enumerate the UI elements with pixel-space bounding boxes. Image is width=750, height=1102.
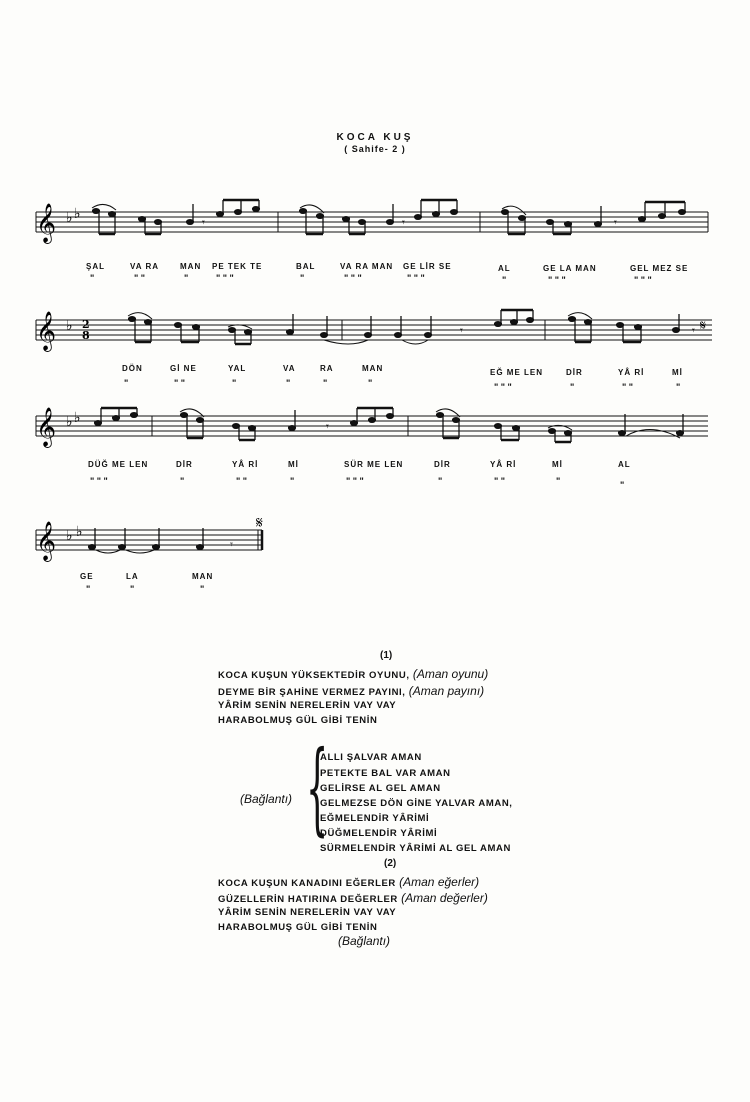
svg-text:𝄞: 𝄞 [36, 311, 57, 351]
lyric-syllable: MAN [192, 572, 214, 581]
svg-text:𝄾: 𝄾 [692, 324, 695, 337]
music-staff-2 [0, 304, 750, 364]
svg-text:𝄞: 𝄞 [36, 521, 57, 561]
ditto-mark: " " " [548, 275, 566, 285]
verse-line: KOCA KUŞUN KANADINI EĞERLER (Aman eğerler) [218, 875, 480, 889]
refrain-line: ALLI ŞALVAR AMAN [320, 752, 422, 763]
ditto-mark: " [438, 476, 443, 486]
svg-text:♭: ♭ [74, 410, 81, 426]
refrain-line: SÜRMELENDİR YÂRİMİ AL GEL AMAN [320, 843, 511, 854]
ditto-mark: " " [494, 476, 506, 486]
lyric-syllable: VA [283, 364, 296, 373]
ditto-mark: " [124, 378, 129, 388]
verse-line: GÜZELLERİN HATIRINA DEĞERLER (Aman değerler) [218, 891, 488, 905]
svg-text:♭: ♭ [76, 524, 83, 540]
lyric-syllable: EĞ ME LEN [490, 368, 544, 377]
lyric-syllable: DİR [434, 460, 451, 469]
curly-brace-icon: { [306, 729, 329, 846]
ditto-mark: " [676, 382, 681, 392]
segno-icon: 𝄋 [256, 513, 263, 532]
refrain-label: (Bağlantı) [240, 792, 293, 806]
svg-text:♭: ♭ [66, 528, 73, 544]
time-signature: 2 [82, 318, 90, 331]
ditto-mark: " [90, 273, 95, 283]
ditto-mark: " [300, 273, 305, 283]
lyric-syllable: AL [618, 460, 631, 469]
svg-text:♭: ♭ [66, 318, 73, 334]
ditto-mark: " " " [634, 275, 652, 285]
svg-text:𝄞: 𝄞 [36, 407, 57, 447]
ditto-mark: " [620, 480, 625, 490]
verse-line: HARABOLMUŞ GÜL GİBİ TENİN [218, 922, 378, 933]
ditto-mark: " [184, 273, 189, 283]
ditto-mark: " " " [494, 382, 512, 392]
ditto-mark: " " [134, 273, 146, 283]
refrain-line: GELİRSE AL GEL AMAN [320, 783, 441, 794]
page-subtitle: ( Sahife- 2 ) [344, 144, 406, 154]
flat-icon: ♭ [66, 210, 73, 226]
lyric-syllable: AL [498, 264, 511, 273]
ditto-mark: " [286, 378, 291, 388]
ditto-mark: " [130, 584, 135, 594]
lyric-syllable: VA RA MAN [340, 262, 394, 271]
svg-text:8: 8 [82, 329, 90, 342]
lyric-syllable: MAN [362, 364, 384, 373]
ditto-mark: " [323, 378, 328, 388]
ditto-mark: " " " [344, 273, 362, 283]
ditto-mark: " " " [407, 273, 425, 283]
ditto-mark: " [180, 476, 185, 486]
refrain-line: PETEKTE BAL VAR AMAN [320, 768, 451, 779]
ditto-mark: " [570, 382, 575, 392]
ditto-mark: " " " [346, 476, 364, 486]
lyric-syllable: YÂ Rİ [232, 460, 259, 469]
lyric-syllable: ŞAL [86, 262, 105, 271]
svg-text:𝄾: 𝄾 [402, 216, 405, 229]
lyric-syllable: Mİ [288, 460, 299, 469]
verse-line: DEYME BİR ŞAHİNE VERMEZ PAYINI, (Aman payını) [218, 684, 485, 698]
lyric-syllable: GEL MEZ SE [630, 264, 689, 273]
lyric-syllable: YÂ Rİ [618, 368, 645, 377]
verse-number: (2) [384, 858, 397, 869]
lyric-syllable: DİR [566, 368, 583, 377]
lyric-syllable: MAN [180, 262, 202, 271]
ditto-mark: " [290, 476, 295, 486]
lyric-syllable: GE LA MAN [543, 264, 597, 273]
refrain-line: GELMEZSE DÖN GİNE YALVAR AMAN, [320, 798, 513, 809]
ditto-mark: " [556, 476, 561, 486]
ditto-mark: " [368, 378, 373, 388]
lyric-syllable: YAL [228, 364, 247, 373]
ditto-mark: " " [174, 378, 186, 388]
lyric-syllable: Mİ [552, 460, 563, 469]
lyric-syllable: LA [126, 572, 139, 581]
lyric-syllable: VA RA [130, 262, 159, 271]
lyric-syllable: RA [320, 364, 334, 373]
ditto-mark: " " " [216, 273, 234, 283]
lyric-syllable: GE [80, 572, 94, 581]
song-title: KOCA KUŞ [336, 132, 414, 143]
lyric-syllable: YÂ Rİ [490, 460, 517, 469]
verse-number: (1) [380, 650, 393, 661]
lyric-syllable: Gİ NE [170, 364, 197, 373]
svg-text:𝄾: 𝄾 [202, 216, 205, 229]
svg-text:♭: ♭ [74, 206, 81, 222]
refrain-reference: (Bağlantı) [338, 934, 391, 948]
svg-text:𝄾: 𝄾 [326, 420, 329, 433]
svg-text:♭: ♭ [66, 414, 73, 430]
ditto-mark: " [232, 378, 237, 388]
ditto-mark: " [200, 584, 205, 594]
lyric-syllable: DÜĞ ME LEN [88, 460, 149, 469]
verse-line: HARABOLMUŞ GÜL GİBİ TENİN [218, 715, 378, 726]
segno-icon: 𝄋 [700, 318, 707, 334]
treble-clef-icon: 𝄞 [36, 203, 57, 243]
lyric-syllable: BAL [296, 262, 316, 271]
svg-text:𝄾: 𝄾 [460, 324, 463, 337]
music-staff-1 [0, 196, 750, 256]
ditto-mark: " [86, 584, 91, 594]
verse-line: KOCA KUŞUN YÜKSEKTEDİR OYUNU, (Aman oyunu) [218, 667, 489, 681]
music-staff-4 [0, 514, 750, 574]
ditto-mark: " " [236, 476, 248, 486]
ditto-mark: " " " [90, 476, 108, 486]
verse-line: YÂRİM SENİN NERELERİN VAY VAY [218, 700, 397, 711]
refrain-line: EĞMELENDİR YÂRİMİ [320, 813, 430, 824]
lyric-syllable: PE TEK TE [212, 262, 263, 271]
lyric-syllable: GE LİR SE [403, 262, 452, 271]
refrain-line: DÜĞMELENDİR YÂRİMİ [320, 828, 438, 839]
lyric-syllable: Mİ [672, 368, 683, 377]
lyric-syllable: DÖN [122, 364, 143, 373]
svg-text:𝄾: 𝄾 [230, 538, 233, 551]
svg-text:𝄾: 𝄾 [614, 216, 617, 229]
lyric-syllable: SÜR ME LEN [344, 460, 404, 469]
ditto-mark: " " [622, 382, 634, 392]
music-staff-3 [0, 400, 750, 460]
lyric-syllable: DİR [176, 460, 193, 469]
verse-line: YÂRİM SENİN NERELERİN VAY VAY [218, 907, 397, 918]
ditto-mark: " [502, 275, 507, 285]
